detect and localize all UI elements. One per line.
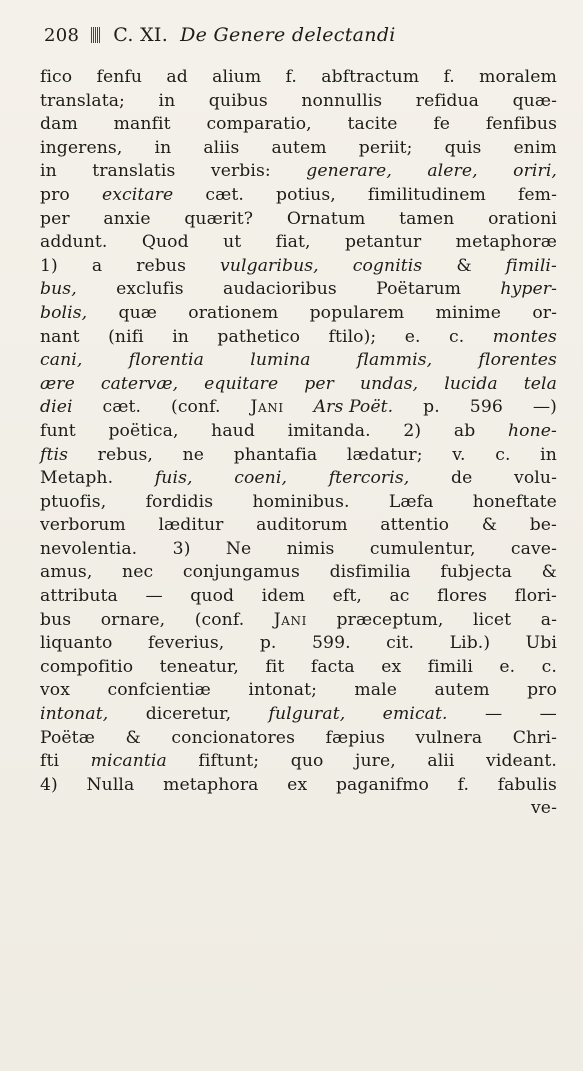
- word: quæ: [118, 302, 158, 323]
- word: nevolentia.: [40, 538, 138, 559]
- running-head: [44, 24, 557, 46]
- word: 2): [403, 420, 422, 441]
- word: florentes: [478, 350, 557, 371]
- word: ftis: [40, 444, 68, 465]
- word: ptuofis,: [40, 491, 107, 512]
- word: disfimilia: [329, 562, 411, 583]
- word: alii: [427, 751, 455, 772]
- word: oriri,: [513, 161, 557, 182]
- word: cæt.: [205, 184, 244, 205]
- word: fimili: [427, 656, 473, 677]
- word: intonat,: [40, 704, 109, 725]
- word: anxie: [103, 208, 151, 229]
- word: ne: [182, 444, 205, 465]
- text-line: [40, 656, 557, 680]
- word: quæ-: [512, 90, 557, 111]
- word: montes: [492, 326, 557, 347]
- text-line: [40, 137, 557, 161]
- word: Nulla: [86, 774, 135, 795]
- word: abftractum: [321, 67, 420, 87]
- word: intonat;: [248, 680, 317, 701]
- word: metaphoræ: [455, 232, 557, 253]
- word: f.: [285, 67, 297, 87]
- text-line: [40, 184, 557, 208]
- word: potius,: [276, 184, 336, 205]
- word: —: [484, 704, 503, 725]
- word: catervæ,: [100, 373, 179, 394]
- word: lucida: [444, 373, 498, 394]
- word: orationem: [188, 302, 279, 323]
- word: fenfu: [96, 67, 143, 87]
- word: (conf.: [194, 609, 245, 630]
- word: ad: [166, 67, 188, 87]
- text-line: [40, 750, 557, 774]
- text-line: [40, 703, 557, 727]
- word: cumulentur,: [369, 538, 476, 559]
- word: diei: [40, 397, 73, 418]
- word: audacioribus: [222, 279, 337, 300]
- word: in: [172, 326, 189, 347]
- word: auditorum: [256, 515, 348, 536]
- word: lædatur;: [346, 444, 423, 465]
- body-text: [40, 66, 557, 821]
- word: ut: [223, 232, 242, 253]
- text-line: [40, 679, 557, 703]
- word: ingerens,: [40, 137, 123, 158]
- word: fe: [433, 114, 451, 135]
- word: or-: [532, 302, 557, 323]
- word: læditur: [158, 515, 224, 536]
- word: p.: [259, 633, 277, 654]
- word: compofitio: [40, 656, 134, 677]
- word: ornare,: [100, 609, 166, 630]
- word: —: [145, 586, 163, 607]
- text-line: [40, 632, 557, 656]
- word: Quod: [141, 232, 189, 253]
- word: cæt.: [102, 397, 142, 418]
- word: f.: [457, 774, 470, 795]
- word: fimili-: [505, 255, 557, 276]
- word: Poëtarum: [376, 279, 462, 300]
- word: fiftunt;: [198, 751, 260, 772]
- word: nant: [40, 326, 80, 347]
- word: 1): [40, 255, 58, 276]
- ornament-icon: [91, 27, 101, 43]
- word: translata;: [40, 90, 125, 111]
- word: minime: [435, 302, 502, 323]
- word: emicat.: [382, 704, 448, 725]
- word: popularem: [309, 302, 405, 323]
- word: aliis: [203, 137, 240, 158]
- word: ac: [389, 586, 410, 607]
- word: fenfibus: [485, 114, 557, 135]
- word: pathetico: [217, 326, 301, 347]
- catchword-line: [40, 797, 557, 821]
- word: facta: [310, 656, 355, 677]
- word: undas,: [359, 373, 419, 394]
- word: Poëtæ: [40, 727, 95, 748]
- word: quærit?: [184, 208, 254, 229]
- word: cit.: [386, 633, 415, 654]
- word: flammis,: [356, 350, 433, 371]
- text-line: [40, 727, 557, 751]
- text-line: [40, 208, 557, 232]
- word: &: [456, 255, 472, 276]
- word: be-: [529, 515, 557, 536]
- word: feverius,: [147, 633, 225, 654]
- word: Ubi: [525, 633, 557, 654]
- word: metaphora: [163, 774, 259, 795]
- word: c.: [541, 656, 557, 677]
- word: cave-: [510, 538, 557, 559]
- word: Ne: [225, 538, 252, 559]
- text-line: [40, 444, 557, 468]
- word: fimilitudinem: [367, 184, 486, 205]
- word: bolis,: [40, 302, 88, 323]
- word: dam: [40, 114, 78, 135]
- word: vulnera: [415, 727, 483, 748]
- word: enim: [513, 137, 557, 158]
- text-line: [40, 278, 557, 302]
- text-line: [40, 396, 557, 420]
- word: in: [40, 161, 57, 182]
- word: alium: [212, 67, 262, 87]
- page-number: 208: [44, 25, 80, 46]
- word: —: [539, 704, 557, 725]
- word: addunt.: [40, 232, 108, 253]
- word: male: [354, 680, 398, 701]
- word: florentia: [128, 350, 204, 371]
- word: &: [125, 727, 141, 748]
- word: bus,: [40, 279, 77, 300]
- word: fordidis: [145, 491, 214, 512]
- word: moralem: [479, 67, 557, 87]
- text-line: [40, 561, 557, 585]
- word: attributa: [40, 586, 118, 607]
- word: ftercoris,: [328, 468, 410, 489]
- text-line: [40, 160, 557, 184]
- word: micantia: [90, 751, 167, 772]
- word: quibus: [208, 90, 268, 111]
- word: pro: [527, 680, 557, 701]
- word: alere,: [427, 161, 478, 182]
- word: fem-: [517, 184, 557, 205]
- word: ab: [453, 420, 476, 441]
- word: de: [451, 468, 473, 489]
- word: teneatur,: [159, 656, 239, 677]
- text-line: [40, 113, 557, 137]
- word: imitanda.: [287, 420, 371, 441]
- word: f.: [443, 67, 455, 87]
- word: v.: [452, 444, 466, 465]
- text-line: [40, 514, 557, 538]
- word: equitare: [204, 373, 279, 394]
- word: refidua: [415, 90, 480, 111]
- word: præceptum,: [336, 609, 444, 630]
- running-title: De Genere delectandi: [180, 24, 396, 46]
- word: tela: [523, 373, 557, 394]
- word: Ars Poët.: [313, 397, 394, 418]
- word: hominibus.: [252, 491, 350, 512]
- text-line: [40, 90, 557, 114]
- word: exclufis: [116, 279, 184, 300]
- word: vox: [40, 680, 71, 701]
- word: per: [304, 373, 334, 394]
- text-line: [40, 774, 557, 798]
- word: Ornatum: [286, 208, 366, 229]
- word: honeftate: [472, 491, 557, 512]
- text-line: [40, 420, 557, 444]
- word: &: [541, 562, 557, 583]
- word: phantafia: [233, 444, 318, 465]
- word: p.: [423, 397, 440, 418]
- word: flores: [437, 586, 488, 607]
- word: orationi: [488, 208, 557, 229]
- word: fæpius: [325, 727, 386, 748]
- word: 4): [40, 774, 58, 795]
- catchword: ve-: [531, 798, 557, 819]
- text-line: [40, 326, 557, 350]
- word: amus,: [40, 562, 93, 583]
- word: Lib.): [449, 633, 491, 654]
- word: autem: [434, 680, 490, 701]
- word: flori-: [514, 586, 557, 607]
- word: (nifi: [108, 326, 144, 347]
- word: 596: [469, 397, 503, 418]
- word: a-: [540, 609, 557, 630]
- word: verborum: [40, 515, 126, 536]
- word: per: [40, 208, 70, 229]
- word: autem: [271, 137, 327, 158]
- word: jure,: [355, 751, 396, 772]
- word: petantur: [344, 232, 422, 253]
- word: quod: [190, 586, 235, 607]
- word: quis: [444, 137, 482, 158]
- word: poëtica,: [108, 420, 179, 441]
- word: hyper-: [500, 279, 557, 300]
- chapter-label: C. XI.: [113, 24, 169, 46]
- word: fiat,: [275, 232, 311, 253]
- word: tamen: [399, 208, 455, 229]
- word: concionatores: [171, 727, 295, 748]
- word: pro: [40, 184, 70, 205]
- word: rebus: [136, 255, 187, 276]
- word: Jani: [273, 609, 307, 630]
- word: e.: [499, 656, 516, 677]
- word: (conf.: [171, 397, 221, 418]
- word: fit: [265, 656, 285, 677]
- word: confcientiæ: [107, 680, 211, 701]
- word: tacite: [347, 114, 398, 135]
- word: funt: [40, 420, 76, 441]
- word: haud: [211, 420, 255, 441]
- word: conjungamus: [182, 562, 300, 583]
- text-line: [40, 66, 557, 90]
- word: videant.: [486, 751, 557, 772]
- word: Læfa: [388, 491, 434, 512]
- word: fubjecta: [440, 562, 512, 583]
- word: coeni,: [234, 468, 288, 489]
- text-line: [40, 231, 557, 255]
- word: translatis: [92, 161, 176, 182]
- word: periit;: [358, 137, 413, 158]
- word: hone-: [507, 420, 557, 441]
- word: Metaph.: [40, 468, 114, 489]
- word: cani,: [40, 350, 83, 371]
- word: e.: [404, 326, 421, 347]
- word: comparatio,: [206, 114, 312, 135]
- text-line: [40, 609, 557, 633]
- text-line: [40, 538, 557, 562]
- word: Jani: [250, 397, 284, 418]
- word: fuis,: [154, 468, 193, 489]
- word: manfit: [113, 114, 171, 135]
- word: generare,: [306, 161, 392, 182]
- word: lumina: [250, 350, 311, 371]
- word: nec: [122, 562, 154, 583]
- word: —): [532, 397, 557, 418]
- word: fico: [40, 67, 73, 87]
- word: a: [91, 255, 103, 276]
- word: Chri-: [512, 727, 557, 748]
- word: c.: [495, 444, 511, 465]
- word: &: [481, 515, 498, 536]
- text-line: [40, 349, 557, 373]
- word: fti: [40, 751, 60, 772]
- word: ex: [381, 656, 402, 677]
- word: licet: [472, 609, 512, 630]
- word: ftilo);: [328, 326, 377, 347]
- text-line: [40, 467, 557, 491]
- word: diceretur,: [145, 704, 232, 725]
- text-line: [40, 491, 557, 515]
- word: quo: [290, 751, 324, 772]
- word: excitare: [101, 184, 174, 205]
- word: verbis:: [210, 161, 271, 182]
- word: fulgurat,: [268, 704, 346, 725]
- word: in: [540, 444, 557, 465]
- word: fabulis: [497, 774, 557, 795]
- text-line: [40, 302, 557, 326]
- word: eft,: [332, 586, 362, 607]
- word: nimis: [286, 538, 335, 559]
- word: attentio: [380, 515, 450, 536]
- word: ex: [287, 774, 308, 795]
- word: liquanto: [40, 633, 113, 654]
- word: idem: [261, 586, 306, 607]
- word: paganifmo: [335, 774, 429, 795]
- word: vulgaribus,: [220, 255, 319, 276]
- word: rebus,: [97, 444, 153, 465]
- word: c.: [449, 326, 465, 347]
- word: nonnullis: [301, 90, 383, 111]
- word: volu-: [514, 468, 557, 489]
- text-line: [40, 585, 557, 609]
- word: bus: [40, 609, 72, 630]
- word: cognitis: [352, 255, 423, 276]
- text-line: [40, 373, 557, 397]
- word: 599.: [312, 633, 351, 654]
- word: in: [158, 90, 176, 111]
- word: 3): [172, 538, 191, 559]
- word: ære: [40, 373, 75, 394]
- text-line: [40, 255, 557, 279]
- word: in: [154, 137, 172, 158]
